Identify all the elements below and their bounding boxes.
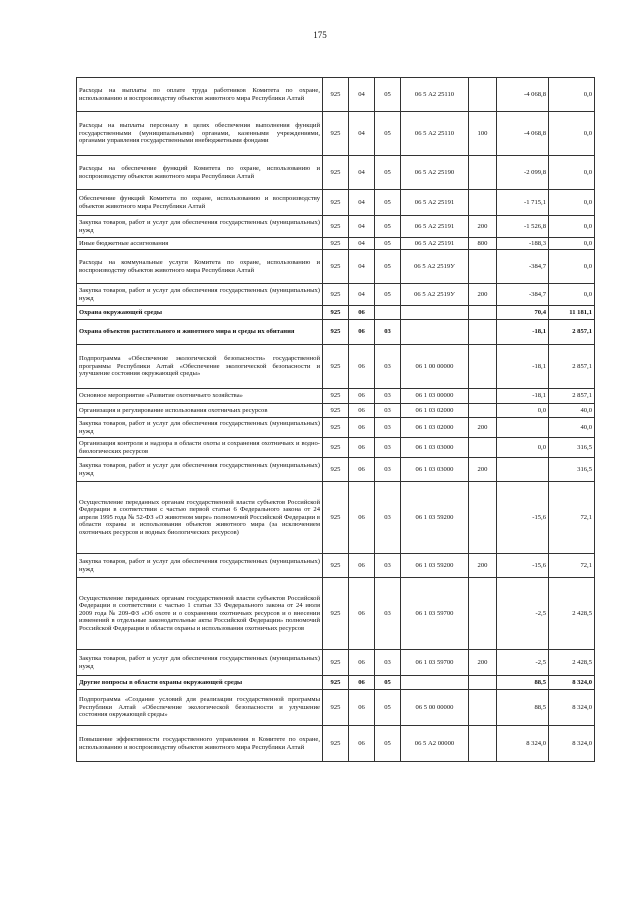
table-row: [77, 345, 595, 389]
amount-change: 88,5: [497, 676, 549, 690]
target-article: [401, 320, 469, 345]
ministry-code: 925: [323, 112, 349, 156]
table-row: [77, 726, 595, 762]
amount-total: 2 857,1: [549, 345, 595, 389]
section-code: 06: [349, 578, 375, 650]
table-row: [77, 389, 595, 404]
ministry-code: 925: [323, 690, 349, 726]
row-name: Закупка товаров, работ и услуг для обеспечения государственных (муниципальных) нужд: [77, 458, 323, 482]
amount-total: 8 324,0: [549, 676, 595, 690]
expense-type: 200: [469, 216, 497, 238]
table-row: [77, 690, 595, 726]
target-article: 06 5 А2 25191: [401, 238, 469, 250]
ministry-code: 925: [323, 726, 349, 762]
ministry-code: 925: [323, 404, 349, 418]
amount-change: 70,4: [497, 306, 549, 320]
subsection-code: 03: [375, 482, 401, 554]
target-article: [401, 306, 469, 320]
expense-type: [469, 438, 497, 458]
target-article: 06 1 03 02000: [401, 418, 469, 438]
amount-total: 40,0: [549, 418, 595, 438]
section-code: 04: [349, 238, 375, 250]
section-code: 06: [349, 418, 375, 438]
amount-change: -18,1: [497, 345, 549, 389]
section-code: 06: [349, 482, 375, 554]
expense-type: [469, 306, 497, 320]
amount-total: 0,0: [549, 216, 595, 238]
subsection-code: 05: [375, 216, 401, 238]
target-article: 06 1 03 59200: [401, 554, 469, 578]
subsection-code: 05: [375, 78, 401, 112]
section-code: 06: [349, 404, 375, 418]
expense-type: 200: [469, 418, 497, 438]
subsection-code: 05: [375, 690, 401, 726]
amount-total: 2 428,5: [549, 650, 595, 676]
row-name: Закупка товаров, работ и услуг для обеспечения государственных (муниципальных) нужд: [77, 418, 323, 438]
section-code: 06: [349, 306, 375, 320]
amount-change: -15,6: [497, 554, 549, 578]
table-row: [77, 250, 595, 284]
expense-type: [469, 676, 497, 690]
section-code: 04: [349, 78, 375, 112]
expense-type: 800: [469, 238, 497, 250]
row-name: Охрана окружающей среды: [77, 306, 323, 320]
amount-total: 0,0: [549, 112, 595, 156]
section-code: 06: [349, 554, 375, 578]
ministry-code: 925: [323, 458, 349, 482]
table-row: [77, 112, 595, 156]
amount-change: -18,1: [497, 320, 549, 345]
ministry-code: 925: [323, 238, 349, 250]
amount-total: 8 324,0: [549, 690, 595, 726]
table-row: [77, 418, 595, 438]
table-row: [77, 156, 595, 190]
row-name: Закупка товаров, работ и услуг для обеспечения государственных (муниципальных) нужд: [77, 216, 323, 238]
ministry-code: 925: [323, 650, 349, 676]
expense-type: [469, 345, 497, 389]
ministry-code: 925: [323, 156, 349, 190]
subsection-code: 03: [375, 438, 401, 458]
amount-change: -4 068,8: [497, 112, 549, 156]
amount-total: 0,0: [549, 250, 595, 284]
expense-type: [469, 482, 497, 554]
table-body: [77, 78, 595, 762]
ministry-code: 925: [323, 320, 349, 345]
section-code: 04: [349, 190, 375, 216]
subsection-code: 05: [375, 250, 401, 284]
expense-type: [469, 250, 497, 284]
amount-total: 0,0: [549, 238, 595, 250]
amount-total: 316,5: [549, 438, 595, 458]
ministry-code: 925: [323, 554, 349, 578]
amount-total: 316,5: [549, 458, 595, 482]
amount-change: 0,0: [497, 404, 549, 418]
ministry-code: 925: [323, 306, 349, 320]
amount-change: 88,5: [497, 690, 549, 726]
subsection-code: 05: [375, 156, 401, 190]
table-row: [77, 190, 595, 216]
amount-change: [497, 458, 549, 482]
amount-change: -384,7: [497, 250, 549, 284]
amount-change: -1 715,1: [497, 190, 549, 216]
subsection-code: 03: [375, 345, 401, 389]
amount-change: 8 324,0: [497, 726, 549, 762]
target-article: 06 1 03 03000: [401, 458, 469, 482]
ministry-code: 925: [323, 578, 349, 650]
section-code: 06: [349, 690, 375, 726]
ministry-code: 925: [323, 438, 349, 458]
amount-change: -2 099,8: [497, 156, 549, 190]
amount-change: [497, 418, 549, 438]
target-article: 06 1 03 03000: [401, 438, 469, 458]
ministry-code: 925: [323, 250, 349, 284]
subsection-code: 05: [375, 190, 401, 216]
ministry-code: 925: [323, 482, 349, 554]
ministry-code: 925: [323, 78, 349, 112]
table-row: [77, 238, 595, 250]
ministry-code: 925: [323, 676, 349, 690]
target-article: 06 5 А2 25191: [401, 216, 469, 238]
row-name: Закупка товаров, работ и услуг для обеспечения государственных (муниципальных) нужд: [77, 554, 323, 578]
table-row: [77, 438, 595, 458]
subsection-code: 05: [375, 238, 401, 250]
table-row: [77, 216, 595, 238]
budget-table: [76, 77, 595, 762]
row-name: Повышение эффективности государственного управления в Комитете по охране, использованию и воспроизводству объектов животного мира Республики Алтай: [77, 726, 323, 762]
section-code: 06: [349, 320, 375, 345]
amount-total: 2 428,5: [549, 578, 595, 650]
amount-change: -384,7: [497, 284, 549, 306]
subsection-code: 05: [375, 284, 401, 306]
row-name: Другие вопросы в области охраны окружающей среды: [77, 676, 323, 690]
expense-type: 100: [469, 112, 497, 156]
subsection-code: 03: [375, 650, 401, 676]
table-row: [77, 650, 595, 676]
table-row: [77, 78, 595, 112]
amount-total: 0,0: [549, 190, 595, 216]
table-row: [77, 676, 595, 690]
row-name: Иные бюджетные ассигнования: [77, 238, 323, 250]
section-code: 06: [349, 650, 375, 676]
row-name: Осуществление переданных органам государственной власти субъектов Российской Федерации в соответствии с частью 1 статьи 33 Федерального закона от 24 июля 2009 года № 209-ФЗ «Об охоте и о сохранении охотничьих ресурсов и о внесении изменений в отдельные законодательные акты Российской Федерации» полномочий Российской Федерации в области охраны и использования охотничьих ресурсов: [77, 578, 323, 650]
expense-type: [469, 78, 497, 112]
subsection-code: 03: [375, 320, 401, 345]
ministry-code: 925: [323, 345, 349, 389]
section-code: 06: [349, 389, 375, 404]
target-article: 06 5 А2 00000: [401, 726, 469, 762]
table-row: [77, 306, 595, 320]
ministry-code: 925: [323, 418, 349, 438]
table-row: [77, 284, 595, 306]
expense-type: [469, 690, 497, 726]
ministry-code: 925: [323, 284, 349, 306]
section-code: 04: [349, 112, 375, 156]
page-number: 175: [313, 30, 327, 40]
target-article: 06 5 А2 2519У: [401, 250, 469, 284]
row-name: Основное мероприятие «Развитие охотничьего хозяйства»: [77, 389, 323, 404]
row-name: Осуществление переданных органам государственной власти субъектов Российской Федерации в соответствии с частью первой статьи 6 Федерального закона от 24 апреля 1995 года № 52-ФЗ «О животном мире» полномочий Российской Федерации в области охраны и использования объектов животного мира (за исключением охотничьих ресурсов и водных биологических ресурсов): [77, 482, 323, 554]
section-code: 06: [349, 345, 375, 389]
table-row: [77, 578, 595, 650]
amount-change: -4 068,8: [497, 78, 549, 112]
amount-change: 0,0: [497, 438, 549, 458]
amount-change: -15,6: [497, 482, 549, 554]
amount-change: -1 526,8: [497, 216, 549, 238]
section-code: 04: [349, 284, 375, 306]
section-code: 06: [349, 676, 375, 690]
amount-change: -2,5: [497, 578, 549, 650]
subsection-code: 03: [375, 554, 401, 578]
amount-change: -2,5: [497, 650, 549, 676]
amount-total: 0,0: [549, 156, 595, 190]
expense-type: 200: [469, 650, 497, 676]
amount-total: 0,0: [549, 284, 595, 306]
target-article: 06 5 А2 2519У: [401, 284, 469, 306]
target-article: 06 5 А2 25110: [401, 78, 469, 112]
amount-total: 40,0: [549, 404, 595, 418]
ministry-code: 925: [323, 389, 349, 404]
section-code: 06: [349, 458, 375, 482]
row-name: Расходы на выплаты по оплате труда работников Комитета по охране, использованию и воспроизводству объектов животного мира Республики Алтай: [77, 78, 323, 112]
section-code: 04: [349, 250, 375, 284]
amount-change: -188,3: [497, 238, 549, 250]
row-name: Организация контроля и надзора в области охоты и сохранения охотничьих и водно-биологических ресурсов: [77, 438, 323, 458]
subsection-code: 05: [375, 676, 401, 690]
table-row: [77, 320, 595, 345]
subsection-code: 03: [375, 458, 401, 482]
target-article: 06 1 03 02000: [401, 404, 469, 418]
row-name: Расходы на выплаты персоналу в целях обеспечения выполнения функций государственными (муниципальными) органами, казенными учреждениями, органами управления государственными внебюджетными фондами: [77, 112, 323, 156]
expense-type: 200: [469, 554, 497, 578]
amount-total: 2 857,1: [549, 320, 595, 345]
amount-total: 11 181,1: [549, 306, 595, 320]
amount-total: 8 324,0: [549, 726, 595, 762]
ministry-code: 925: [323, 190, 349, 216]
target-article: [401, 676, 469, 690]
row-name: Подпрограмма «Создание условий для реализации государственной программы Республики Алтай «Обеспечение экологической безопасности и улучшение состояния окружающей среды»: [77, 690, 323, 726]
row-name: Закупка товаров, работ и услуг для обеспечения государственных (муниципальных) нужд: [77, 650, 323, 676]
target-article: 06 1 03 00000: [401, 389, 469, 404]
target-article: 06 5 А2 25110: [401, 112, 469, 156]
row-name: Организация и регулирование использования охотничьих ресурсов: [77, 404, 323, 418]
expense-type: [469, 404, 497, 418]
target-article: 06 5 00 00000: [401, 690, 469, 726]
section-code: 06: [349, 438, 375, 458]
expense-type: [469, 389, 497, 404]
section-code: 06: [349, 726, 375, 762]
amount-change: -18,1: [497, 389, 549, 404]
subsection-code: 03: [375, 404, 401, 418]
row-name: Охрана объектов растительного и животного мира и среды их обитания: [77, 320, 323, 345]
expense-type: [469, 156, 497, 190]
subsection-code: [375, 306, 401, 320]
amount-total: 72,1: [549, 554, 595, 578]
row-name: Расходы на коммунальные услуги Комитета по охране, использованию и воспроизводству объектов животного мира Республики Алтай: [77, 250, 323, 284]
amount-total: 0,0: [549, 78, 595, 112]
ministry-code: 925: [323, 216, 349, 238]
table-row: [77, 554, 595, 578]
target-article: 06 5 А2 25191: [401, 190, 469, 216]
subsection-code: 03: [375, 418, 401, 438]
expense-type: 200: [469, 284, 497, 306]
target-article: 06 1 00 00000: [401, 345, 469, 389]
subsection-code: 05: [375, 112, 401, 156]
expense-type: [469, 190, 497, 216]
subsection-code: 05: [375, 726, 401, 762]
table-row: [77, 482, 595, 554]
table-row: [77, 404, 595, 418]
amount-total: 72,1: [549, 482, 595, 554]
target-article: 06 1 03 59700: [401, 650, 469, 676]
table-row: [77, 458, 595, 482]
target-article: 06 1 03 59200: [401, 482, 469, 554]
row-name: Расходы на обеспечение функций Комитета по охране, использованию и воспроизводству объектов животного мира Республики Алтай: [77, 156, 323, 190]
row-name: Подпрограмма «Обеспечение экологической безопасности» государственной программы Республики Алтай «Обеспечение экологической безопасности и улучшение состояния окружающей среды»: [77, 345, 323, 389]
target-article: 06 5 А2 25190: [401, 156, 469, 190]
subsection-code: 03: [375, 389, 401, 404]
expense-type: [469, 320, 497, 345]
expense-type: 200: [469, 458, 497, 482]
row-name: Обеспечение функций Комитета по охране, использованию и воспроизводству объектов животного мира Республики Алтай: [77, 190, 323, 216]
expense-type: [469, 726, 497, 762]
amount-total: 2 857,1: [549, 389, 595, 404]
expense-type: [469, 578, 497, 650]
target-article: 06 1 03 59700: [401, 578, 469, 650]
subsection-code: 03: [375, 578, 401, 650]
row-name: Закупка товаров, работ и услуг для обеспечения государственных (муниципальных) нужд: [77, 284, 323, 306]
section-code: 04: [349, 156, 375, 190]
section-code: 04: [349, 216, 375, 238]
